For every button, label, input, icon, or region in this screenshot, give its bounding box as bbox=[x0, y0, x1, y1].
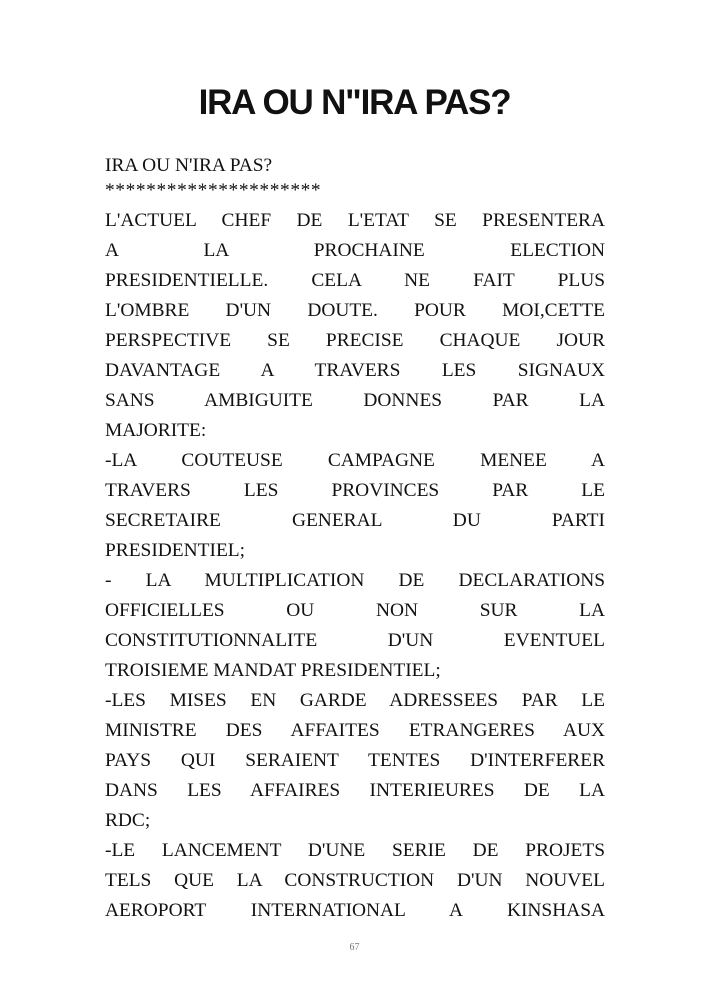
text-line: DAVANTAGE A TRAVERS LES SIGNAUX bbox=[105, 360, 605, 381]
text-line: L'ACTUEL CHEF DE L'ETAT SE PRESENTERA bbox=[105, 210, 605, 231]
text-line: TELS QUE LA CONSTRUCTION D'UN NOUVEL bbox=[105, 870, 605, 891]
text-line: -LA COUTEUSE CAMPAGNE MENEE A bbox=[105, 450, 605, 471]
text-line: L'OMBRE D'UN DOUTE. POUR MOI,CETTE bbox=[105, 300, 605, 321]
text-line: - LA MULTIPLICATION DE DECLARATIONS bbox=[105, 570, 605, 591]
text-line: RDC; bbox=[105, 810, 151, 831]
body-text bbox=[105, 152, 605, 926]
text-line: TROISIEME MANDAT PRESIDENTIEL; bbox=[105, 660, 441, 681]
page-title: IRA OU N"IRA PAS? bbox=[198, 83, 511, 122]
text-line: MINISTRE DES AFFAITES ETRANGERES AUX bbox=[105, 720, 605, 741]
text-line: A LA PROCHAINE ELECTION bbox=[105, 240, 605, 261]
text-line: SANS AMBIGUITE DONNES PAR LA bbox=[105, 390, 605, 411]
text-line: TRAVERS LES PROVINCES PAR LE bbox=[105, 480, 605, 501]
text-line: -LES MISES EN GARDE ADRESSEES PAR LE bbox=[105, 690, 605, 711]
text-line: OFFICIELLES OU NON SUR LA bbox=[105, 600, 605, 621]
text-line: IRA OU N'IRA PAS? bbox=[105, 155, 273, 176]
text-line: PRESIDENTIELLE. CELA NE FAIT PLUS bbox=[105, 270, 605, 291]
text-line: MAJORITE: bbox=[105, 420, 207, 441]
text-line: -LE LANCEMENT D'UNE SERIE DE PROJETS bbox=[105, 840, 605, 861]
text-line: PAYS QUI SERAIENT TENTES D'INTERFERER bbox=[105, 750, 605, 771]
separator-line: ********************* bbox=[105, 180, 322, 201]
text-line: PERSPECTIVE SE PRECISE CHAQUE JOUR bbox=[105, 330, 605, 351]
text-line: AEROPORT INTERNATIONAL A KINSHASA bbox=[105, 900, 605, 921]
text-line: CONSTITUTIONNALITE D'UN EVENTUEL bbox=[105, 630, 605, 651]
text-line: PRESIDENTIEL; bbox=[105, 540, 246, 561]
page-number: 67 bbox=[349, 942, 360, 953]
text-line: SECRETAIRE GENERAL DU PARTI bbox=[105, 510, 605, 531]
text-line: DANS LES AFFAIRES INTERIEURES DE LA bbox=[105, 780, 605, 801]
